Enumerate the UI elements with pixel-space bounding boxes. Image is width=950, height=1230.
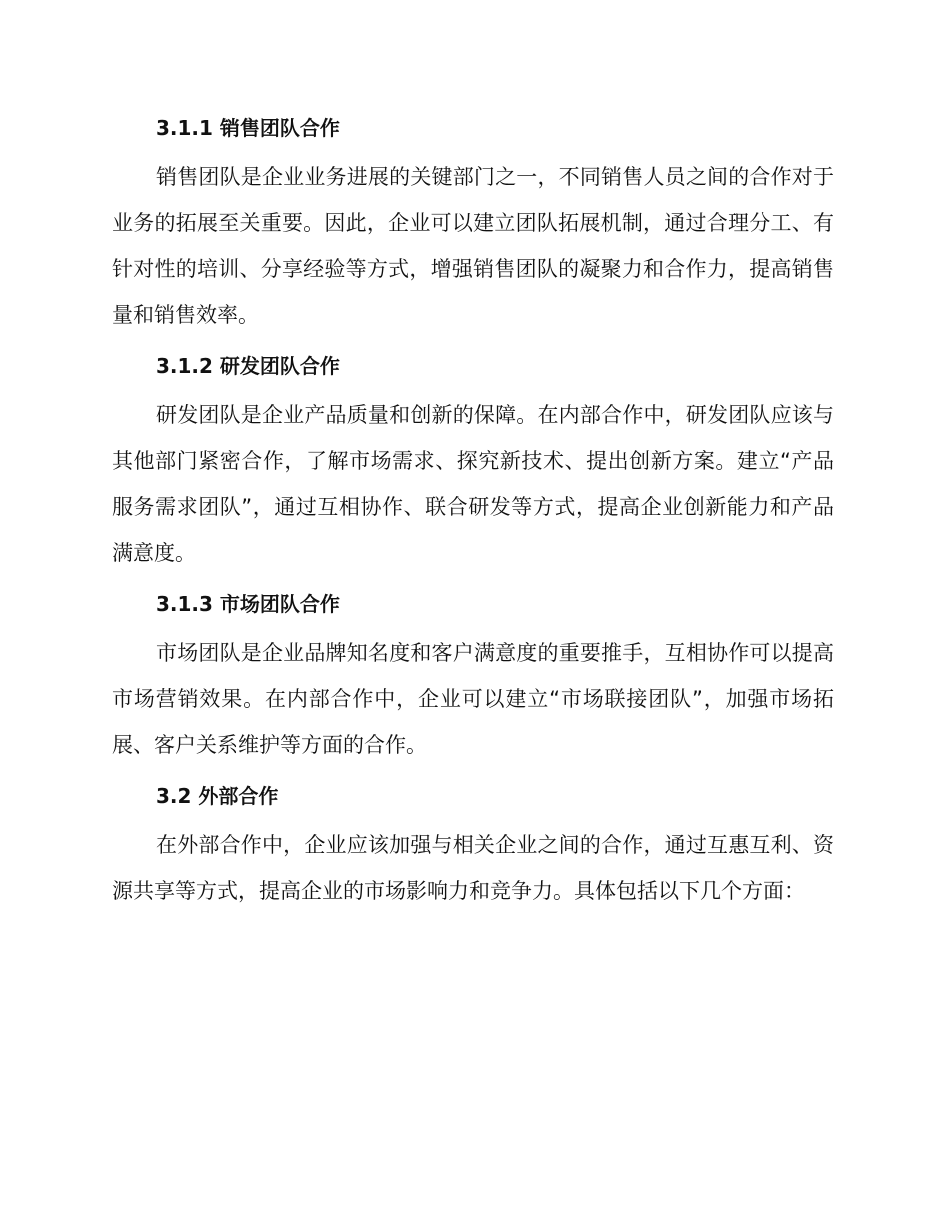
document-content [112,112,834,914]
section-body-external: 在外部合作中，企业应该加强与相关企业之间的合作，通过互惠互利、资源共享等方式，提高企业的市场影响力和竞争力。具体包括以下几个方面： [112,833,834,903]
section-body-marketing: 市场团队是企业品牌知名度和客户满意度的重要推手，互相协作可以提高市场营销效果。在内部合作中，企业可以建立“市场联接团队”，加强市场拓展、客户关系维护等方面的合作。 [112,641,834,757]
section-body-rnd: 研发团队是企业产品质量和创新的保障。在内部合作中，研发团队应该与其他部门紧密合作，了解市场需求、探究新技术、提出创新方案。建立“产品服务需求团队”，通过互相协作、联合研发等方式，提高企业创新能力和产品满意度。 [112,403,834,565]
section-body-sales: 销售团队是企业业务进展的关键部门之一，不同销售人员之间的合作对于业务的拓展至关重要。因此，企业可以建立团队拓展机制，通过合理分工、有针对性的培训、分享经验等方式，增强销售团队的凝聚力和合作力，提高销售量和销售效率。 [112,165,834,327]
section-heading-external: 3.2 外部合作 [156,784,279,808]
section-heading-marketing: 3.1.3 市场团队合作 [156,592,340,616]
section-heading-rnd: 3.1.2 研发团队合作 [156,354,340,378]
section-heading-sales: 3.1.1 销售团队合作 [156,116,340,140]
